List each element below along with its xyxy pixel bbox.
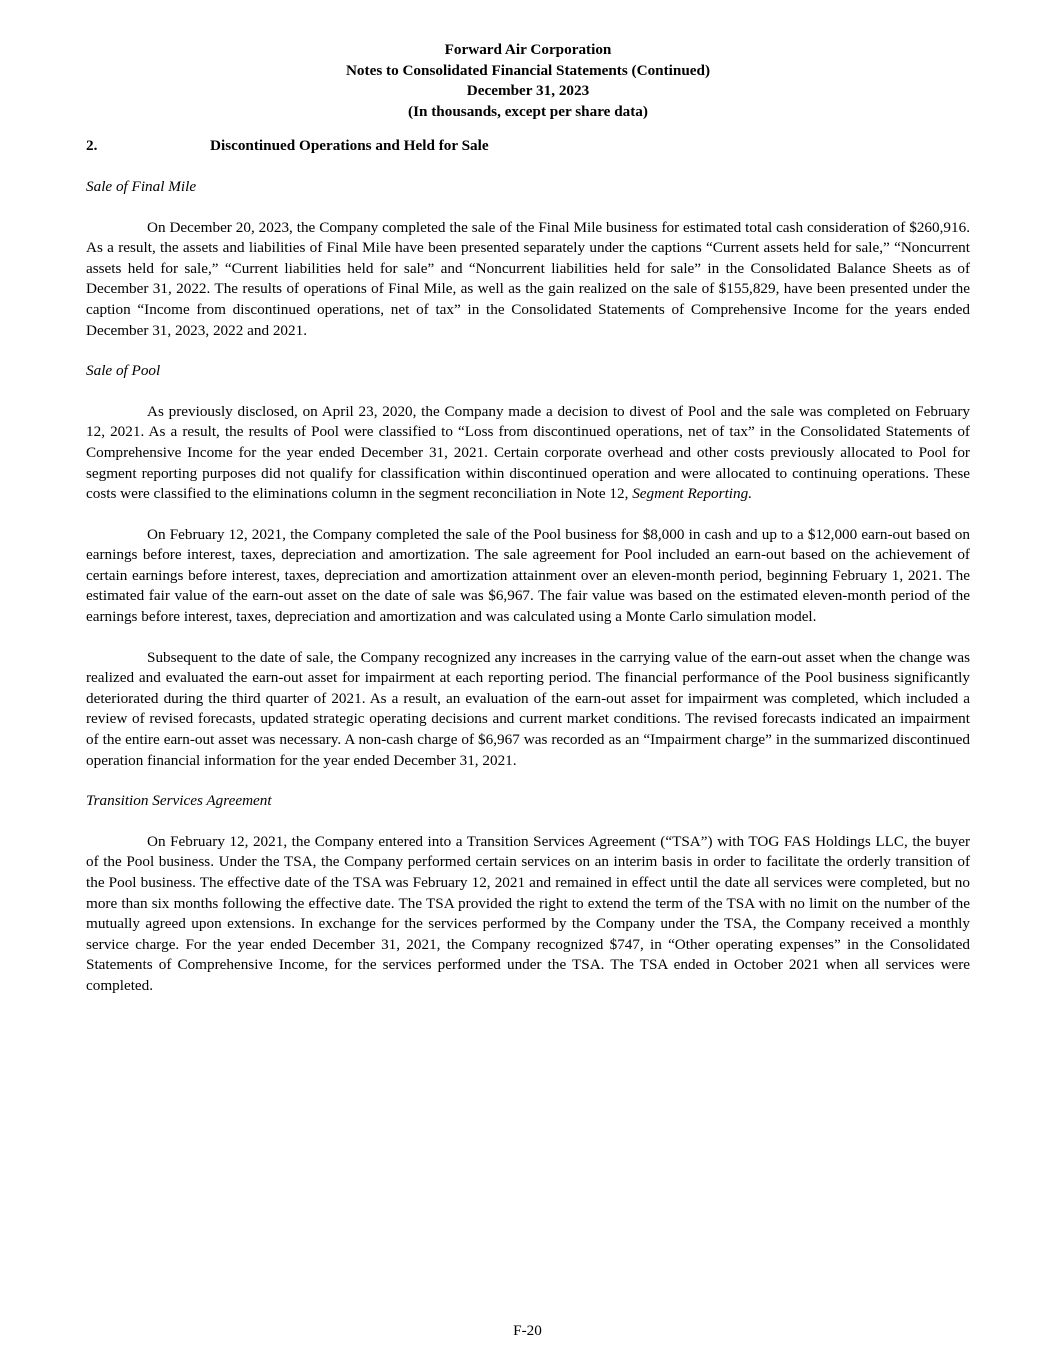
pool-paragraph-3: Subsequent to the date of sale, the Company recognized any increases in the carrying value of the earn-out asset when the change was realized and evaluated the earn-out asset for impairment at each reporting period. The financial performance of the Pool business significantly deteriorated during the third quarter of 2021. As a result, an evaluation of the earn-out asset for impairment was completed, which included a review of revised forecasts, updated strategic operating decisions and current market conditions. The revised forecasts indicated an impairment of the entire earn-out asset was necessary. A non-cash charge of $6,967 was recorded as an “Impairment charge” in the summarized discontinued operation financial information for the year ended December 31, 2021. — [86, 648, 970, 769]
company-name: Forward Air Corporation — [444, 41, 612, 58]
header-units: (In thousands, except per share data) — [408, 102, 648, 120]
tsa-paragraph: On February 12, 2021, the Company entered into a Transition Services Agreement (“TSA”) with TOG FAS Holdings LLC, the buyer of the Pool business. Under the TSA, the Company performed certain services on an interim basis in order to facilitate the orderly transition of the Pool business. The effective date of the TSA was February 12, 2021 and remained in effect until the date all services were completed, but no more than six months following the effective date. The TSA provided the right to extend the term of the TSA with no limit on the number of the mutually agreed upon extensions. In exchange for the services performed by the Company under the TSA, the Company received a monthly service charge. For the year ended December 31, 2021, the Company recognized $747, in “Other operating expenses” in the Consolidated Statements of Comprehensive Income, for the services performed under the TSA. The TSA ended in October 2021 when all services were completed. — [86, 832, 970, 994]
pool-paragraph-2: On February 12, 2021, the Company completed the sale of the Pool business for $8,000 in cash and up to a $12,000 earn-out based on earnings before interest, taxes, depreciation and amortization. The sale agreement for Pool included an earn-out based on the achievement of certain earnings before interest, taxes, depreciation and amortization attainment over an eleven-month period, beginning February 1, 2021. The estimated fair value of the earn-out asset on the date of sale was $6,967. The fair value was based on the estimated eleven-month period of the earnings before interest, taxes, depreciation and amortization and was calculated using a Monte Carlo simulation model. — [86, 525, 970, 626]
final-mile-heading: Sale of Final Mile — [86, 177, 197, 195]
final-mile-paragraph: On December 20, 2023, the Company completed the sale of the Final Mile business for estimated total cash consideration of $260,916. As a result, the assets and liabilities of Final Mile have been presented separately under the captions “Current assets held for sale,” “Noncurrent assets held for sale,” “Current liabilities held for sale” and “Noncurrent liabilities held for sale” in the Consolidated Balance Sheets as of December 31, 2022. The results of operations of Final Mile, as well as the gain realized on the sale of $155,829, have been presented under the caption “Income from discontinued operations, net of tax” in the Consolidated Statements of Comprehensive Income for the years ended December 31, 2023, 2022 and 2021. — [86, 218, 970, 339]
header-date: December 31, 2023 — [466, 82, 590, 100]
section-title: Discontinued Operations and Held for Sale — [210, 137, 489, 155]
document-page — [86, 40, 970, 997]
document-header — [86, 40, 970, 122]
header-subtitle: Notes to Consolidated Financial Statements (Continued) — [345, 61, 711, 79]
tsa-heading: Transition Services Agreement — [86, 792, 272, 810]
segment-reporting-reference: Segment Reporting. — [632, 485, 752, 503]
pool-paragraph-1-text: As previously disclosed, on April 23, 2020, the Company made a decision to divest of Pool and the sale was completed on February 12, 2021. As a result, the results of Pool were classified to “Loss from discontinued operations, net of tax” in the Consolidated Statements of Comprehensive Income for the year ended December 31, 2021. Certain corporate overhead and other costs previously allocated to Pool for segment reporting purposes did not qualify for classification within discontinued operation and were allocated to continuing operations. These costs were classified to the eliminations column in the segment reconciliation in Note 12, — [86, 402, 970, 503]
page-number: F-20 — [513, 1322, 542, 1339]
pool-heading: Sale of Pool — [86, 362, 161, 380]
section-number: 2. — [86, 137, 98, 155]
section-heading — [86, 136, 970, 157]
pool-paragraph-1 — [86, 402, 970, 505]
